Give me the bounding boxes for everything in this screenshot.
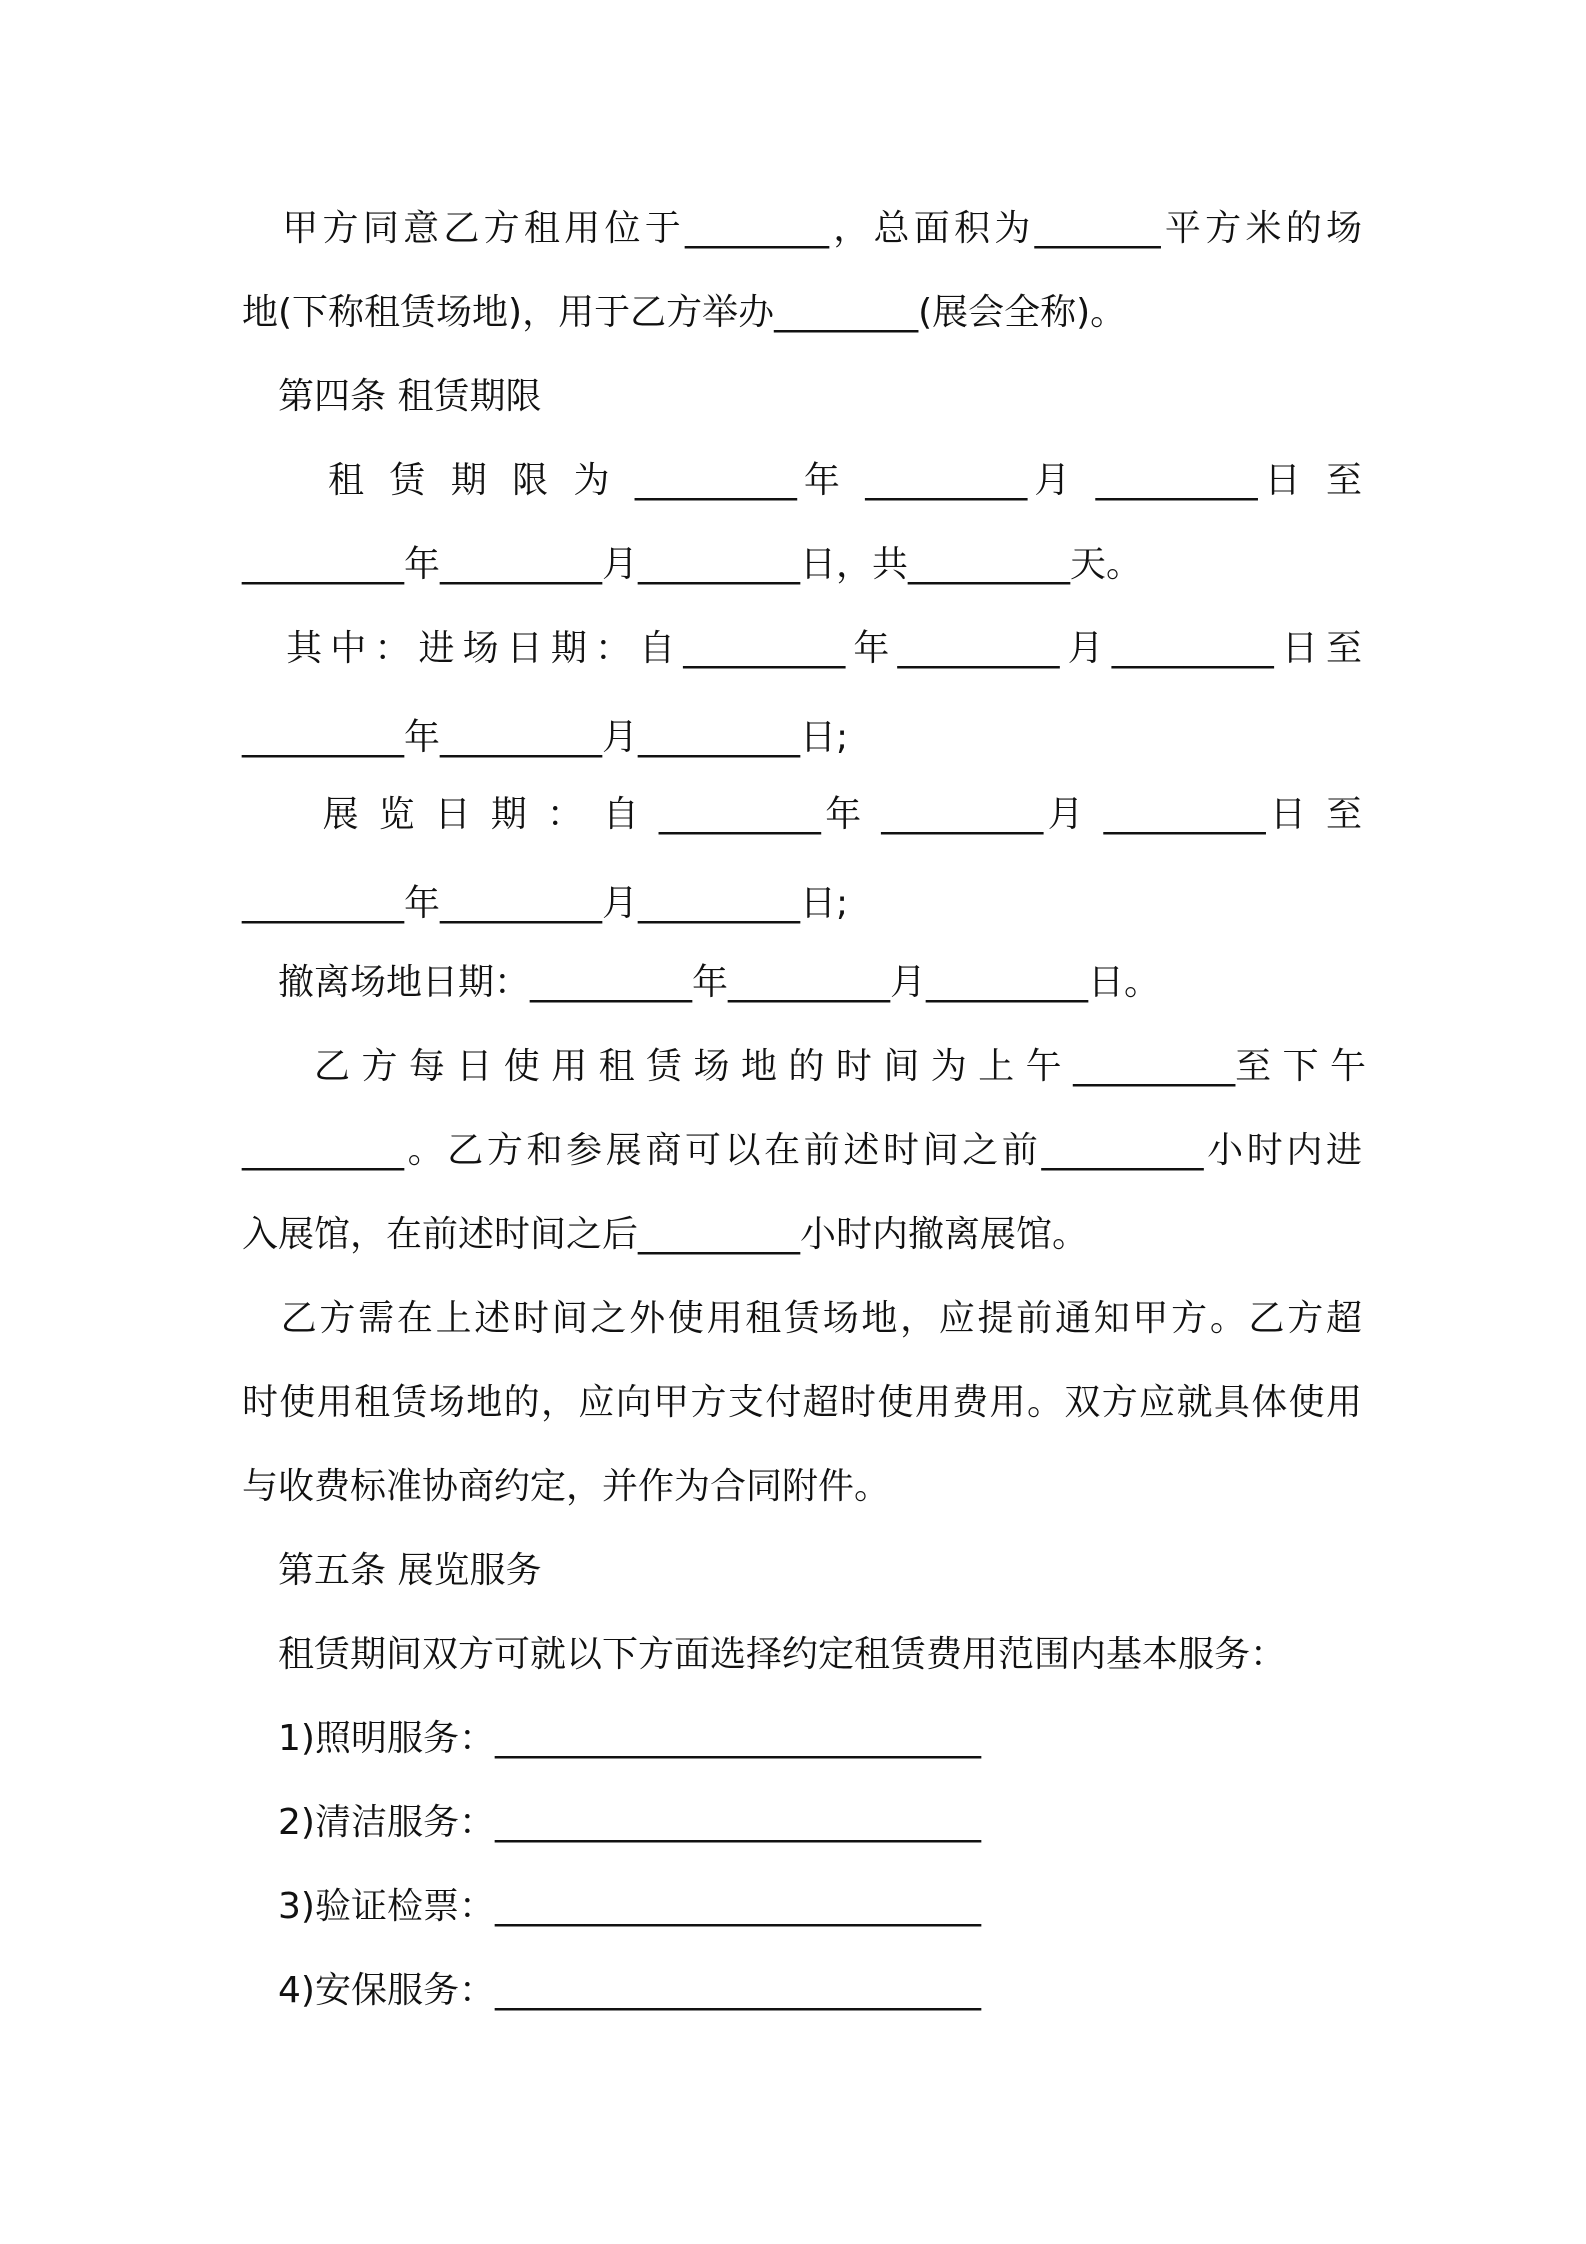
text-line-1: 甲方同意乙方租用位于________，总面积为_______平方米的场 — [242, 208, 1362, 249]
text-line-5: _________年_________月_________日，共_________天。 — [242, 544, 1143, 585]
service-line-ticket-check: 3)验证检票：___________________________ — [242, 1886, 981, 1927]
text-line-9: _________年_________月_________日; — [242, 883, 849, 924]
text-line-13: 入展馆，在前述时间之后_________小时内撤离展馆。 — [242, 1214, 1089, 1255]
text-line-18: 租赁期间双方可就以下方面选择约定租赁费用范围内基本服务： — [242, 1634, 1287, 1675]
service-line-cleaning: 2)清洁服务：___________________________ — [242, 1802, 981, 1843]
text-line-2: 地(下称租赁场地)，用于乙方举办________(展会全称)。 — [242, 292, 1127, 333]
text-line-10: 撤离场地日期：_________年_________月_________日。 — [242, 962, 1161, 1003]
text-line-7: _________年_________月_________日; — [242, 717, 849, 758]
text-line-6: 其中：进场日期：自_________年_________月_________日至 — [242, 628, 1362, 669]
text-line-8: 展 览 日 期 ： 自 _________年 _________月 _________日 至 — [242, 794, 1362, 835]
section-heading-article-5: 第五条 展览服务 — [242, 1550, 542, 1591]
service-line-lighting: 1)照明服务：___________________________ — [242, 1718, 981, 1759]
text-line-12: _________。乙方和参展商可以在前述时间之前_________小时内进 — [242, 1130, 1362, 1171]
service-line-security: 4)安保服务：___________________________ — [242, 1970, 981, 2011]
text-line-4: 租 赁 期 限 为 _________年 _________月 _________日 至 — [242, 460, 1362, 501]
text-line-16: 与收费标准协商约定，并作为合同附件。 — [242, 1466, 891, 1507]
text-line-11: 乙 方 每 日 使 用 租 赁 场 地 的 时 间 为 上 午 _________至 下 午 — [242, 1046, 1366, 1087]
text-line-15: 时使用租赁场地的，应向甲方支付超时使用费用。双方应就具体使用 — [242, 1382, 1362, 1423]
text-line-14: 乙方需在上述时间之外使用租赁场地，应提前通知甲方。乙方超 — [242, 1298, 1362, 1339]
section-heading-article-4: 第四条 租赁期限 — [242, 376, 542, 417]
